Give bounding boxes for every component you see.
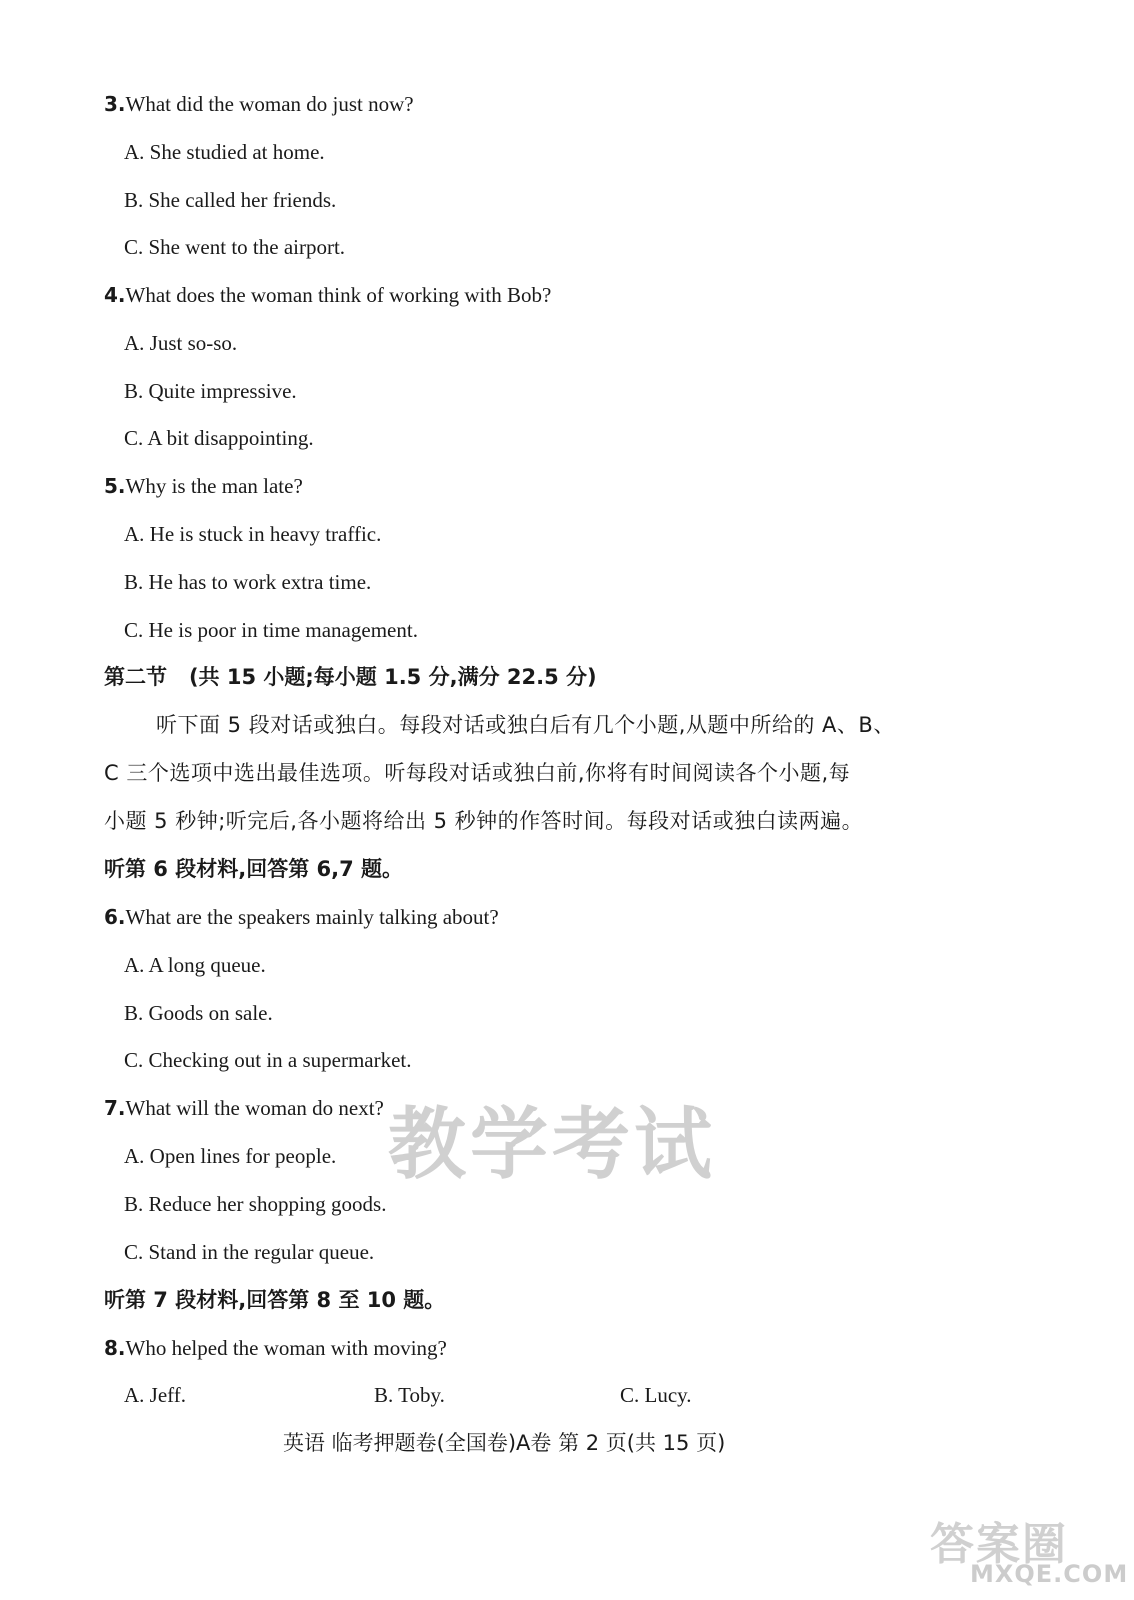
logo-text: 答案圈: [930, 1519, 1068, 1570]
option-4c: C. A bit disappointing.: [124, 426, 314, 450]
material-heading-7: 听第 7 段材料,回答第 8 至 10 题。: [104, 1288, 446, 1312]
section-scoring: (共 15 小题;每小题 1.5 分,满分 22.5 分): [188, 665, 597, 689]
question-text: What did the woman do just now?: [125, 92, 414, 116]
question-text: Why is the man late?: [125, 474, 303, 498]
question-text: What will the woman do next?: [125, 1096, 384, 1120]
question-7: [104, 1095, 384, 1121]
question-5: [104, 473, 303, 499]
option-4a: A. Just so-so.: [124, 331, 238, 355]
option-6b: B. Goods on sale.: [124, 1001, 273, 1025]
option-3c: C. She went to the airport.: [124, 235, 346, 259]
option-6a: A. A long queue.: [124, 953, 266, 977]
question-number: 5.: [104, 474, 126, 498]
question-6: [104, 904, 499, 930]
options-8: [124, 1382, 692, 1408]
material-heading-6: 听第 6 段材料,回答第 6,7 题。: [104, 857, 404, 881]
option-4b: B. Quite impressive.: [124, 379, 297, 403]
question-8: [104, 1335, 447, 1361]
question-text: What does the woman think of working with Bob?: [125, 283, 552, 307]
question-number: 6.: [104, 905, 126, 929]
instruction-line-2: C 三个选项中选出最佳选项。听每段对话或独白前,你将有时间阅读各个小题,每: [104, 761, 851, 785]
option-8c: C. Lucy.: [620, 1383, 692, 1407]
logo-domain: MXQE.COM: [970, 1560, 1129, 1588]
option-5b: B. He has to work extra time.: [124, 570, 372, 594]
instruction-line-3: 小题 5 秒钟;听完后,各小题将给出 5 秒钟的作答时间。每段对话或独白读两遍。: [104, 809, 864, 833]
question-text: Who helped the woman with moving?: [125, 1336, 447, 1360]
instruction-line-1: 听下面 5 段对话或独白。每段对话或独白后有几个小题,从题中所给的 A、B、: [156, 713, 895, 737]
option-6c: C. Checking out in a supermarket.: [124, 1048, 412, 1072]
option-5c: C. He is poor in time management.: [124, 618, 418, 642]
page-footer: 英语 临考押题卷(全国卷)A卷 第 2 页(共 15 页): [283, 1431, 726, 1455]
option-7a: A. Open lines for people.: [124, 1144, 337, 1168]
section-title: 第二节: [104, 665, 167, 689]
question-text: What are the speakers mainly talking about?: [125, 905, 499, 929]
option-5a: A. He is stuck in heavy traffic.: [124, 522, 382, 546]
option-8b: B. Toby.: [374, 1383, 445, 1407]
site-logo: [930, 1508, 1130, 1598]
option-8a: A. Jeff.: [124, 1383, 187, 1407]
question-number: 8.: [104, 1336, 126, 1360]
option-3b: B. She called her friends.: [124, 188, 337, 212]
question-number: 7.: [104, 1096, 126, 1120]
question-3: [104, 91, 414, 117]
watermark: 教学考试: [388, 1100, 717, 1190]
option-7b: B. Reduce her shopping goods.: [124, 1192, 387, 1216]
question-4: [104, 282, 551, 308]
question-number: 4.: [104, 283, 126, 307]
option-7c: C. Stand in the regular queue.: [124, 1240, 375, 1264]
question-number: 3.: [104, 92, 126, 116]
section-heading: [104, 663, 597, 691]
option-3a: A. She studied at home.: [124, 140, 325, 164]
